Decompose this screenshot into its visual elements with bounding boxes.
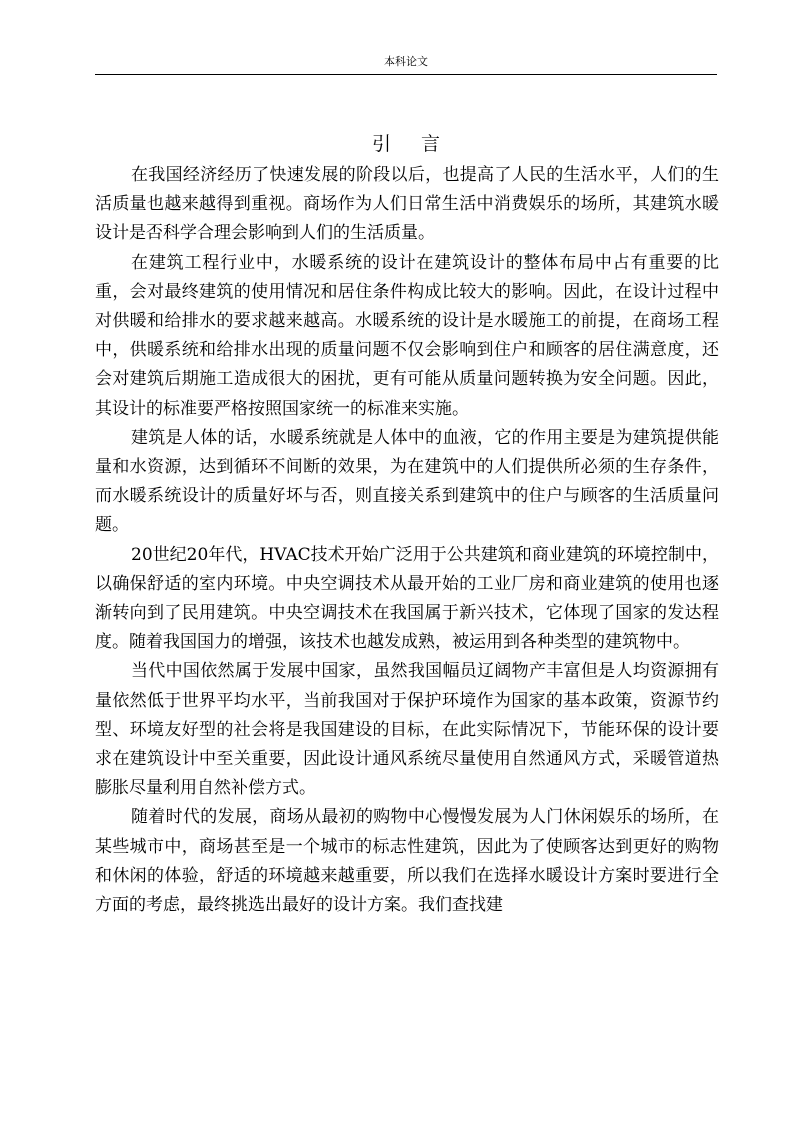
section-title: 引言 — [371, 133, 470, 155]
paragraph: 随着时代的发展，商场从最初的购物中心慢慢发展为人门休闲娱乐的场所，在某些城市中，商场甚至是一个城市的标志性建筑，因此为了使顾客达到更好的购物和休闲的体验，舒适的环境越来越重要，所以我们在选择水暖设计方案时要进行全方面的考虑，最终挑选出最好的设计方案。我们查找建 — [95, 807, 719, 916]
paragraph: 当代中国依然属于发展中国家，虽然我国幅员辽阔物产丰富但是人均资源拥有量依然低于世界平均水平，当前我国对于保护环境作为国家的基本政策，资源节约型、环境友好型的社会将是我国建设的目标，在此实际情况下，节能环保的设计要求在建筑设计中至关重要，因此设计通风系统尽量使用自然通风方式，采暖管道热膨胀尽量利用自然补偿方式。 — [95, 661, 719, 799]
paragraph: 在我国经济经历了快速发展的阶段以后，也提高了人民的生活水平，人们的生活质量也越来越得到重视。商场作为人们日常生活中消费娱乐的场所，其建筑水暖设计是否科学合理会影响到人们的生活质量。 — [95, 165, 719, 244]
paragraph: 建筑是人体的话，水暖系统就是人体中的血液，它的作用主要是为建筑提供能量和水资源，达到循环不间断的效果，为在建筑中的人们提供所必须的生存条件，而水暖系统设计的质量好坏与否，则直接关系到建筑中的住户与顾客的生活质量问题。 — [95, 427, 719, 536]
body-text — [95, 161, 719, 920]
paragraph: 在建筑工程行业中，水暖系统的设计在建筑设计的整体布局中占有重要的比重，会对最终建筑的使用情况和居住条件构成比较大的影响。因此，在设计过程中对供暖和给排水的要求越来越高。水暖系统的设计是水暖施工的前提，在商场工程中，供暖系统和给排水出现的质量问题不仅会影响到住户和顾客的居住满意度，还会对建筑后期施工造成很大的困扰，更有可能从质量问题转换为安全问题。因此，其设计的标准要严格按照国家统一的标准来实施。 — [95, 252, 719, 419]
running-title: 本科论文 — [384, 55, 428, 68]
running-header — [95, 54, 717, 75]
paragraph: 20世纪20年代，HVAC技术开始广泛用于公共建筑和商业建筑的环境控制中，以确保舒适的室内环境。中央空调技术从最开始的工业厂房和商业建筑的使用也逐渐转向到了民用建筑。中央空调技术在我国属于新兴技术，它体现了国家的发达程度。随着我国国力的增强，该技术也越发成熟，被运用到各种类型的建筑物中。 — [95, 544, 719, 653]
